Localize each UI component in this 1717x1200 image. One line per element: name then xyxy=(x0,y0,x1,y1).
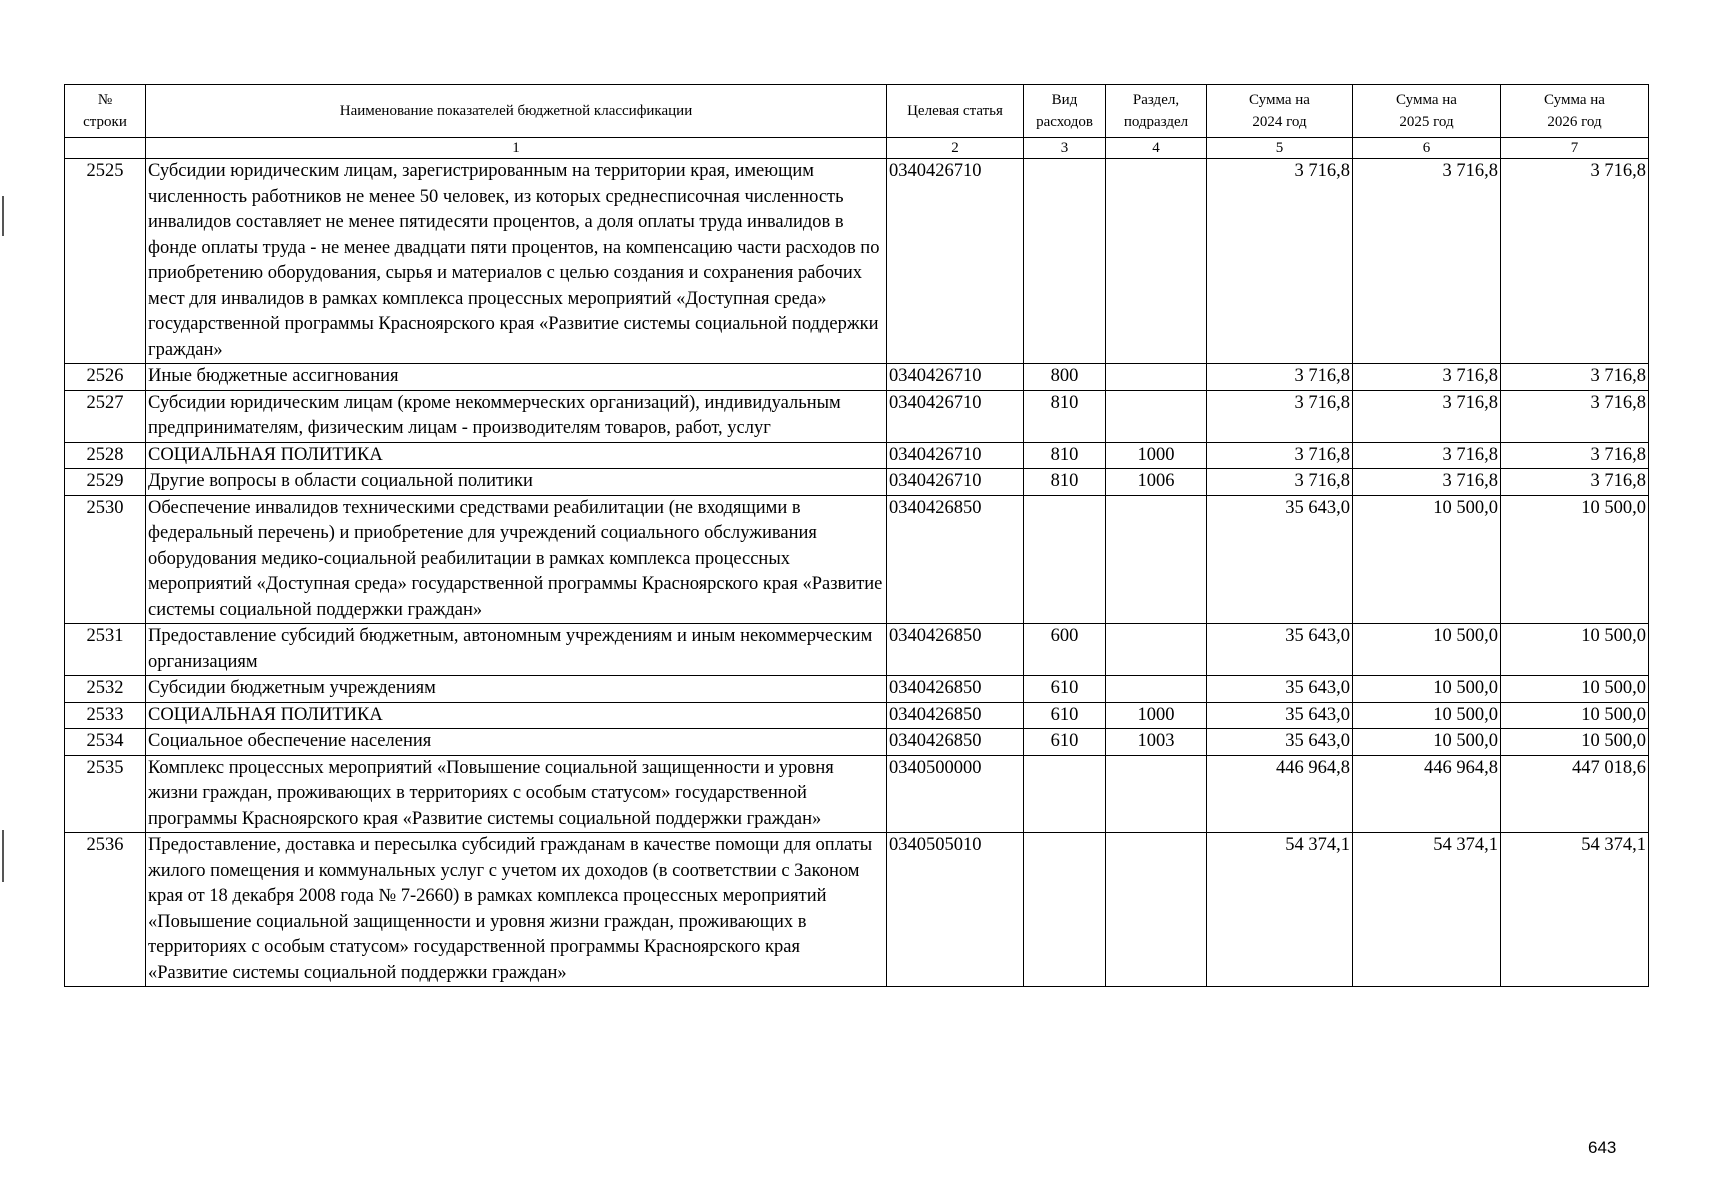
indicator-name-cell: Обеспечение инвалидов техническими средствами реабилитации (не входящими в федеральный перечень) и приобретение для учреждений социального обслуживания оборудования медико-социальной реабилитации в рамках комплекса процессных мероприятий «Доступная среда» государственной программы Красноярского края «Развитие системы социальной поддержки граждан» xyxy=(146,495,887,624)
row-number-cell: 2529 xyxy=(65,469,146,496)
expense-type-cell: 810 xyxy=(1024,469,1106,496)
target-article-cell: 0340426850 xyxy=(887,729,1024,756)
header-sum-2025: Сумма на 2025 год xyxy=(1353,85,1501,138)
table-row xyxy=(65,442,1649,469)
sum-2024-cell: 3 716,8 xyxy=(1207,159,1353,364)
indicator-name-cell: СОЦИАЛЬНАЯ ПОЛИТИКА xyxy=(146,442,887,469)
sum-2024-cell: 35 643,0 xyxy=(1207,495,1353,624)
indicator-name-cell: Субсидии бюджетным учреждениям xyxy=(146,676,887,703)
row-number-cell: 2532 xyxy=(65,676,146,703)
table-row xyxy=(65,469,1649,496)
section-cell xyxy=(1106,390,1207,442)
sum-2026-cell: 3 716,8 xyxy=(1501,364,1649,391)
indicator-name-cell: Иные бюджетные ассигнования xyxy=(146,364,887,391)
sum-2024-cell: 35 643,0 xyxy=(1207,624,1353,676)
sum-2025-cell: 10 500,0 xyxy=(1353,495,1501,624)
header-row-no: № строки xyxy=(65,85,146,138)
table-row xyxy=(65,833,1649,987)
section-cell xyxy=(1106,755,1207,833)
target-article-cell: 0340426710 xyxy=(887,390,1024,442)
sum-2024-cell: 54 374,1 xyxy=(1207,833,1353,987)
sum-2025-cell: 446 964,8 xyxy=(1353,755,1501,833)
expense-type-cell: 600 xyxy=(1024,624,1106,676)
expense-type-cell: 610 xyxy=(1024,702,1106,729)
expense-type-cell: 610 xyxy=(1024,676,1106,703)
sum-2024-cell: 3 716,8 xyxy=(1207,442,1353,469)
sum-2025-cell: 10 500,0 xyxy=(1353,624,1501,676)
sum-2025-cell: 3 716,8 xyxy=(1353,159,1501,364)
sum-2024-cell: 446 964,8 xyxy=(1207,755,1353,833)
header-target: Целевая статья xyxy=(887,85,1024,138)
target-article-cell: 0340500000 xyxy=(887,755,1024,833)
sum-2026-cell: 3 716,8 xyxy=(1501,469,1649,496)
expense-type-cell: 810 xyxy=(1024,390,1106,442)
section-cell: 1006 xyxy=(1106,469,1207,496)
column-number: 4 xyxy=(1106,138,1207,159)
sum-2026-cell: 54 374,1 xyxy=(1501,833,1649,987)
indicator-name-cell: СОЦИАЛЬНАЯ ПОЛИТИКА xyxy=(146,702,887,729)
header-row xyxy=(65,85,1649,138)
section-cell xyxy=(1106,159,1207,364)
row-number-cell: 2528 xyxy=(65,442,146,469)
sum-2026-cell: 10 500,0 xyxy=(1501,676,1649,703)
section-cell xyxy=(1106,676,1207,703)
row-number-cell: 2536 xyxy=(65,833,146,987)
sum-2024-cell: 3 716,8 xyxy=(1207,364,1353,391)
sum-2025-cell: 3 716,8 xyxy=(1353,469,1501,496)
sum-2024-cell: 3 716,8 xyxy=(1207,469,1353,496)
margin-mark xyxy=(2,830,4,882)
column-numbers-row xyxy=(65,138,1649,159)
sum-2024-cell: 35 643,0 xyxy=(1207,729,1353,756)
target-article-cell: 0340426850 xyxy=(887,702,1024,729)
indicator-name-cell: Предоставление, доставка и пересылка субсидий гражданам в качестве помощи для оплаты жилого помещения и коммунальных услуг с учетом их доходов (в соответствии с Законом края от 18 декабря 2008 года № 7-2660) в рамках комплекса процессных мероприятий «Повышение социальной защищенности и уровня жизни граждан, проживающих в территориях с особым статусом» государственной программы Красноярского края «Развитие системы социальной поддержки граждан» xyxy=(146,833,887,987)
budget-table xyxy=(64,84,1649,987)
page-number: 643 xyxy=(1588,1138,1617,1157)
expense-type-cell: 810 xyxy=(1024,442,1106,469)
target-article-cell: 0340426850 xyxy=(887,676,1024,703)
table-row xyxy=(65,495,1649,624)
column-number: 7 xyxy=(1501,138,1649,159)
row-number-cell: 2533 xyxy=(65,702,146,729)
row-number-cell: 2527 xyxy=(65,390,146,442)
header-exp-type: Вид расходов xyxy=(1024,85,1106,138)
column-number: 6 xyxy=(1353,138,1501,159)
expense-type-cell xyxy=(1024,755,1106,833)
indicator-name-cell: Комплекс процессных мероприятий «Повышение социальной защищенности и уровня жизни граждан, проживающих в территориях с особым статусом» государственной программы Красноярского края «Развитие системы социальной поддержки граждан» xyxy=(146,755,887,833)
section-cell xyxy=(1106,364,1207,391)
table-row xyxy=(65,364,1649,391)
sum-2025-cell: 3 716,8 xyxy=(1353,364,1501,391)
sum-2026-cell: 10 500,0 xyxy=(1501,729,1649,756)
sum-2024-cell: 35 643,0 xyxy=(1207,676,1353,703)
section-cell: 1000 xyxy=(1106,442,1207,469)
expense-type-cell xyxy=(1024,159,1106,364)
expense-type-cell: 610 xyxy=(1024,729,1106,756)
sum-2026-cell: 10 500,0 xyxy=(1501,624,1649,676)
column-number: 2 xyxy=(887,138,1024,159)
row-number-cell: 2530 xyxy=(65,495,146,624)
header-sum-2026: Сумма на 2026 год xyxy=(1501,85,1649,138)
target-article-cell: 0340426850 xyxy=(887,495,1024,624)
column-number: 3 xyxy=(1024,138,1106,159)
row-number-cell: 2531 xyxy=(65,624,146,676)
table-row xyxy=(65,755,1649,833)
sum-2026-cell: 447 018,6 xyxy=(1501,755,1649,833)
row-number-cell: 2526 xyxy=(65,364,146,391)
margin-mark xyxy=(2,196,4,236)
sum-2025-cell: 10 500,0 xyxy=(1353,729,1501,756)
section-cell: 1000 xyxy=(1106,702,1207,729)
target-article-cell: 0340426850 xyxy=(887,624,1024,676)
sum-2026-cell: 10 500,0 xyxy=(1501,495,1649,624)
sum-2025-cell: 10 500,0 xyxy=(1353,702,1501,729)
target-article-cell: 0340426710 xyxy=(887,364,1024,391)
sum-2026-cell: 3 716,8 xyxy=(1501,442,1649,469)
header-section: Раздел, подраздел xyxy=(1106,85,1207,138)
sum-2025-cell: 54 374,1 xyxy=(1353,833,1501,987)
sum-2025-cell: 3 716,8 xyxy=(1353,390,1501,442)
row-number-cell: 2534 xyxy=(65,729,146,756)
header-sum-2024: Сумма на 2024 год xyxy=(1207,85,1353,138)
indicator-name-cell: Предоставление субсидий бюджетным, автономным учреждениям и иным некоммерческим организациям xyxy=(146,624,887,676)
section-cell: 1003 xyxy=(1106,729,1207,756)
target-article-cell: 0340505010 xyxy=(887,833,1024,987)
table-row xyxy=(65,390,1649,442)
sum-2026-cell: 3 716,8 xyxy=(1501,159,1649,364)
target-article-cell: 0340426710 xyxy=(887,469,1024,496)
expense-type-cell xyxy=(1024,833,1106,987)
table-row xyxy=(65,702,1649,729)
expense-type-cell: 800 xyxy=(1024,364,1106,391)
column-number: 1 xyxy=(146,138,887,159)
row-number-cell: 2525 xyxy=(65,159,146,364)
header-name: Наименование показателей бюджетной классификации xyxy=(146,85,887,138)
indicator-name-cell: Социальное обеспечение населения xyxy=(146,729,887,756)
section-cell xyxy=(1106,624,1207,676)
column-number xyxy=(65,138,146,159)
table-row xyxy=(65,624,1649,676)
column-number: 5 xyxy=(1207,138,1353,159)
sum-2025-cell: 10 500,0 xyxy=(1353,676,1501,703)
indicator-name-cell: Другие вопросы в области социальной политики xyxy=(146,469,887,496)
section-cell xyxy=(1106,833,1207,987)
row-number-cell: 2535 xyxy=(65,755,146,833)
indicator-name-cell: Субсидии юридическим лицам, зарегистрированным на территории края, имеющим численность работников не менее 50 человек, из которых среднесписочная численность инвалидов составляет не менее пятидесяти процентов, а доля оплаты труда инвалидов в фонде оплаты труда - не менее двадцати пяти процентов, на компенсацию части расходов по приобретению оборудования, сырья и материалов с целью создания и сохранения рабочих мест для инвалидов в рамках комплекса процессных мероприятий «Доступная среда» государственной программы Красноярского края «Развитие системы социальной поддержки граждан» xyxy=(146,159,887,364)
table-row xyxy=(65,676,1649,703)
table-row xyxy=(65,159,1649,364)
table-row xyxy=(65,729,1649,756)
expense-type-cell xyxy=(1024,495,1106,624)
sum-2024-cell: 3 716,8 xyxy=(1207,390,1353,442)
target-article-cell: 0340426710 xyxy=(887,442,1024,469)
indicator-name-cell: Субсидии юридическим лицам (кроме некоммерческих организаций), индивидуальным предпринимателям, физическим лицам - производителям товаров, работ, услуг xyxy=(146,390,887,442)
sum-2025-cell: 3 716,8 xyxy=(1353,442,1501,469)
sum-2026-cell: 10 500,0 xyxy=(1501,702,1649,729)
sum-2026-cell: 3 716,8 xyxy=(1501,390,1649,442)
sum-2024-cell: 35 643,0 xyxy=(1207,702,1353,729)
section-cell xyxy=(1106,495,1207,624)
target-article-cell: 0340426710 xyxy=(887,159,1024,364)
